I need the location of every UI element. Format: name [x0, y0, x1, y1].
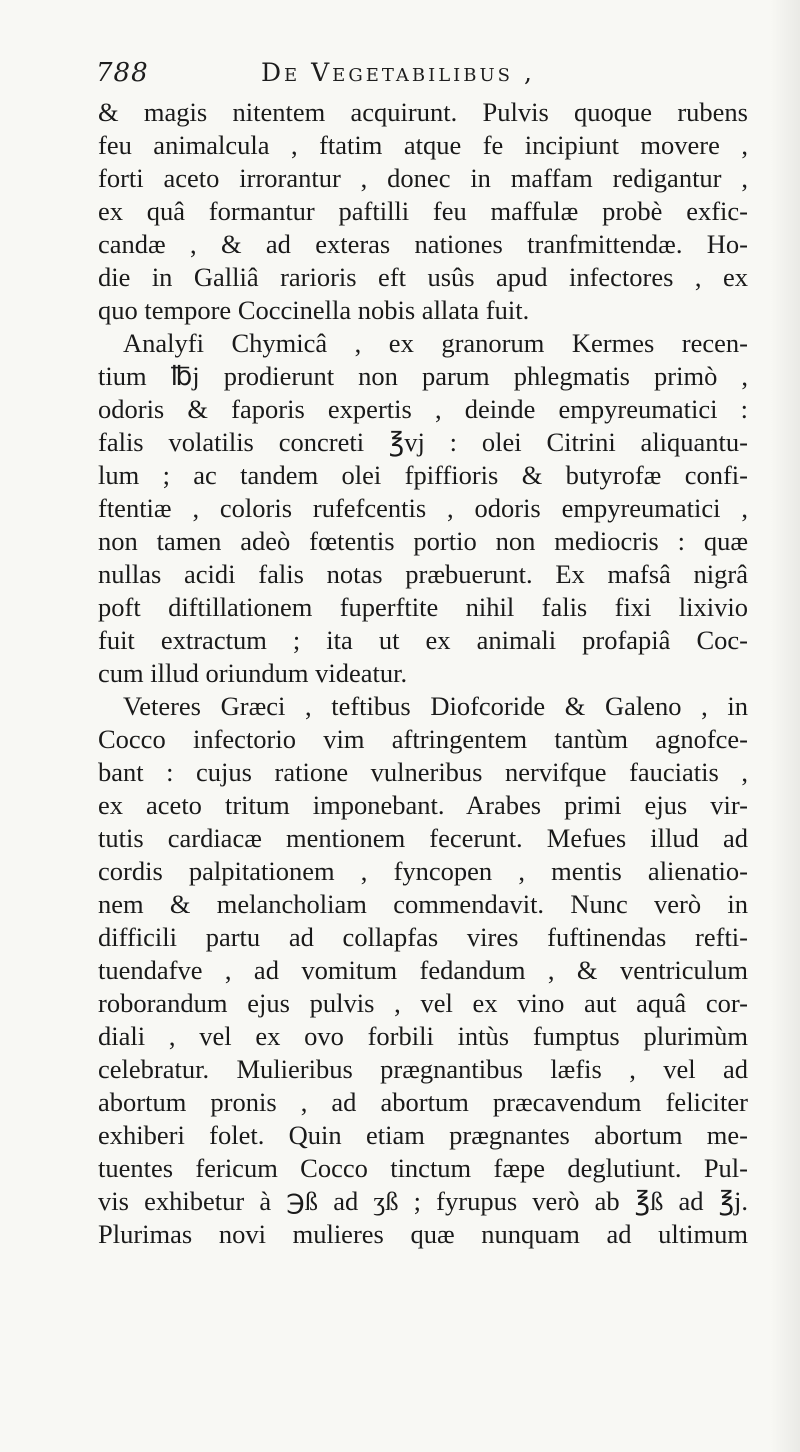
- text-line: vis exhibetur à ℈ß ad ʒß ; fyrupus verò ab ℥ß ad ℥j.: [98, 1186, 748, 1216]
- text-line: candæ , & ad exteras nationes tranfmittendæ. Ho-: [98, 229, 748, 259]
- text-line: odoris & faporis expertis , deinde empyreumatici :: [98, 394, 748, 424]
- text-line: nem & melancholiam commendavit. Nunc verò in: [98, 889, 748, 919]
- text-line: ex quâ formantur paftilli feu maffulæ probè exfic-: [98, 196, 748, 226]
- text-line: ex aceto tritum imponebant. Arabes primi ejus vir-: [98, 790, 748, 820]
- page-edge-shadow: [770, 0, 800, 1452]
- running-title: De Vegetabilibus ,: [261, 58, 535, 87]
- paragraph-start-line: Veteres Græci , teftibus Diofcoride & Galeno , in: [123, 691, 748, 721]
- text-line: tuendafve , ad vomitum fedandum , & ventriculum: [98, 955, 748, 985]
- text-line: tuentes fericum Cocco tinctum fæpe deglutiunt. Pul-: [98, 1153, 748, 1183]
- body-text: [98, 96, 748, 1251]
- text-line: poft diftillationem fuperftite nihil falis fixi lixivio: [98, 592, 748, 622]
- text-line: ftentiæ , coloris rufefcentis , odoris empyreumatici ,: [98, 493, 748, 523]
- paragraph-start-line: Analyfi Chymicâ , ex granorum Kermes recen-: [123, 328, 748, 358]
- text-line: & magis nitentem acquirunt. Pulvis quoque rubens: [98, 97, 748, 127]
- text-line: bant : cujus ratione vulneribus nervifque fauciatis ,: [98, 757, 748, 787]
- text-line: tium ℔j prodierunt non parum phlegmatis primò ,: [98, 361, 748, 391]
- text-line: difficili partu ad collapfas vires fuftinendas refti-: [98, 922, 748, 952]
- text-line: fuit extractum ; ita ut ex animali profapiâ Coc-: [98, 625, 748, 655]
- text-line: exhiberi folet. Quin etiam prægnantes abortum me-: [98, 1120, 748, 1150]
- text-line: roborandum ejus pulvis , vel ex vino aut aquâ cor-: [98, 988, 748, 1018]
- text-line: abortum pronis , ad abortum præcavendum feliciter: [98, 1087, 748, 1117]
- text-line: falis volatilis concreti ℥vj : olei Citrini aliquantu-: [98, 427, 748, 457]
- text-line: non tamen adeò fœtentis portio non mediocris : quæ: [98, 526, 748, 556]
- text-line: Plurimas novi mulieres quæ nunquam ad ultimum: [98, 1219, 748, 1249]
- text-line: die in Galliâ rarioris eft usûs apud infectores , ex: [98, 262, 748, 292]
- text-line: feu animalcula , ftatim atque fe incipiunt movere ,: [98, 130, 748, 160]
- text-line: nullas acidi falis notas præbuerunt. Ex mafsâ nigrâ: [98, 559, 748, 589]
- page-number: 788: [96, 58, 149, 88]
- text-line: Cocco infectorio vim aftringentem tantùm agnofce-: [98, 724, 748, 754]
- page-header: [96, 58, 748, 98]
- text-line: forti aceto irrorantur , donec in maffam redigantur ,: [98, 163, 748, 193]
- text-line: lum ; ac tandem olei fpiffioris & butyrofæ confi-: [98, 460, 748, 490]
- text-line: tutis cardiacæ mentionem fecerunt. Mefues illud ad: [98, 823, 748, 853]
- text-line: cum illud oriundum videatur.: [98, 658, 408, 688]
- text-line: quo tempore Coccinella nobis allata fuit.: [98, 295, 530, 325]
- text-line: cordis palpitationem , fyncopen , mentis alienatio-: [98, 856, 748, 886]
- text-line: celebratur. Mulieribus prægnantibus læfis , vel ad: [98, 1054, 748, 1084]
- text-line: diali , vel ex ovo forbili intùs fumptus plurimùm: [98, 1021, 748, 1051]
